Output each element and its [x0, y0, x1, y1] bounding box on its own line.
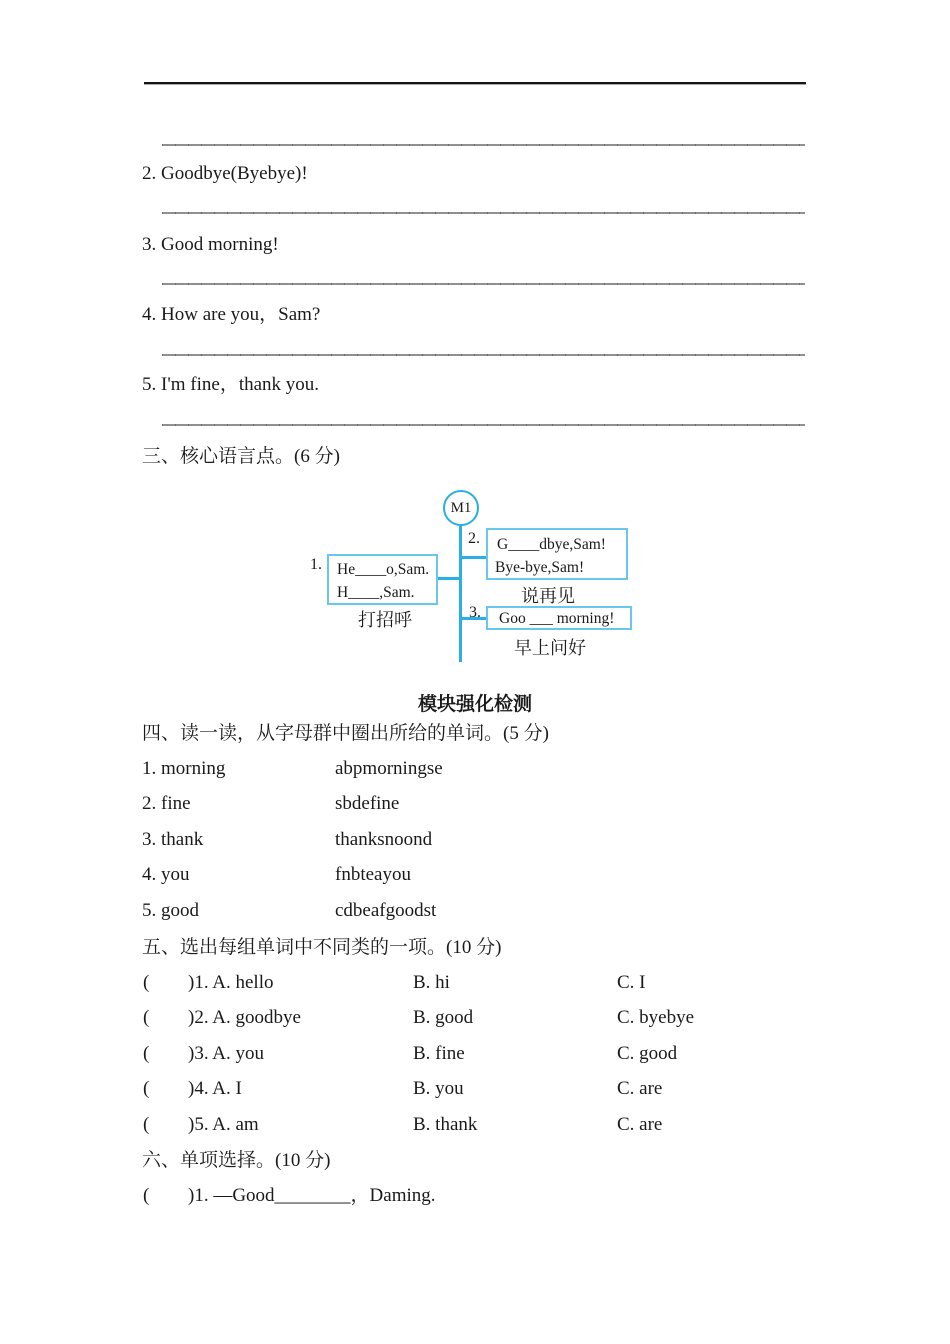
diagram-node1-line2: H____,Sam.	[337, 584, 415, 601]
diagram-node2-line2: Bye-bye,Sam!	[495, 559, 585, 576]
diagram-node1-line1: He____o,Sam.	[337, 561, 430, 578]
section4-row-word: 4. you	[142, 864, 190, 885]
page-top-rule	[144, 82, 806, 85]
answer-bracket: (	[143, 1078, 150, 1099]
section5-option-a: )1. A. hello	[188, 972, 274, 993]
diagram-node3-caption: 早上问好	[514, 638, 586, 658]
translation-item-5: 5. I'm fine，thank you.	[142, 374, 320, 395]
section5-option-b: B. thank	[413, 1114, 478, 1135]
diagram-node3-line1: Goo ___ morning!	[499, 610, 615, 627]
section5-option-b: B. good	[413, 1007, 474, 1028]
section5-option-c: C. are	[617, 1078, 663, 1099]
answer-bracket: (	[143, 1007, 150, 1028]
section4-row-letters: thanksnoond	[335, 829, 433, 850]
diagram-node1-box	[327, 554, 438, 605]
section5-option-b: B. you	[413, 1078, 464, 1099]
section4-row-word: 5. good	[142, 900, 199, 921]
answer-blank-line	[162, 144, 805, 146]
section5-option-a: )2. A. goodbye	[188, 1007, 301, 1028]
translation-item-2: 2. Goodbye(Byebye)!	[142, 163, 308, 184]
section4-row-letters: sbdefine	[335, 793, 400, 814]
section5-option-b: B. fine	[413, 1043, 465, 1064]
section4-row-word: 1. morning	[142, 758, 226, 779]
diagram-node2-box	[486, 528, 628, 580]
section3-title: 三、核心语言点。(6 分)	[142, 446, 340, 467]
section4-row-word: 3. thank	[142, 829, 204, 850]
answer-blank-line	[162, 424, 805, 426]
section5-option-a: )3. A. you	[188, 1043, 264, 1064]
section4-row-letters: abpmorningse	[335, 758, 443, 779]
section5-title: 五、选出每组单词中不同类的一项。(10 分)	[142, 937, 502, 958]
diagram-node2-line1: G____dbye,Sam!	[497, 536, 606, 553]
answer-blank-line	[162, 212, 805, 214]
diagram-root-node: M1	[443, 490, 479, 526]
section4-title: 四、读一读，从字母群中圈出所给的单词。(5 分)	[142, 723, 549, 744]
section6-title: 六、单项选择。(10 分)	[142, 1150, 331, 1171]
section4-row-word: 2. fine	[142, 793, 191, 814]
diagram-node2-number: 2.	[468, 530, 480, 547]
diagram-node2-caption: 说再见	[521, 586, 575, 606]
section5-option-a: )5. A. am	[188, 1114, 259, 1135]
answer-bracket: (	[143, 972, 150, 993]
section5-option-a: )4. A. I	[188, 1078, 242, 1099]
translation-item-4: 4. How are you，Sam?	[142, 304, 321, 325]
diagram-connector-2	[462, 556, 486, 559]
section5-option-c: C. byebye	[617, 1007, 695, 1028]
section4-row-letters: cdbeafgoodst	[335, 900, 437, 921]
diagram-node1-caption: 打招呼	[358, 610, 412, 630]
section5-option-b: B. hi	[413, 972, 450, 993]
answer-blank-line	[162, 354, 805, 356]
module-test-heading: 模块强化检测	[417, 694, 532, 715]
diagram-node3-number: 3.	[469, 604, 481, 621]
section4-row-letters: fnbteayou	[335, 864, 411, 885]
answer-bracket: (	[143, 1185, 150, 1206]
section5-option-c: C. I	[617, 972, 646, 993]
diagram-trunk-line	[459, 526, 462, 662]
answer-bracket: (	[143, 1043, 150, 1064]
answer-blank-line	[162, 283, 805, 285]
section6-question-1: )1. —Good________，Daming.	[188, 1185, 436, 1206]
section5-option-c: C. good	[617, 1043, 678, 1064]
diagram-connector-1	[438, 577, 459, 580]
diagram-node3-box	[486, 606, 632, 630]
translation-item-3: 3. Good morning!	[142, 234, 279, 255]
answer-bracket: (	[143, 1114, 150, 1135]
section5-option-c: C. are	[617, 1114, 663, 1135]
diagram-node1-number: 1.	[310, 556, 322, 573]
